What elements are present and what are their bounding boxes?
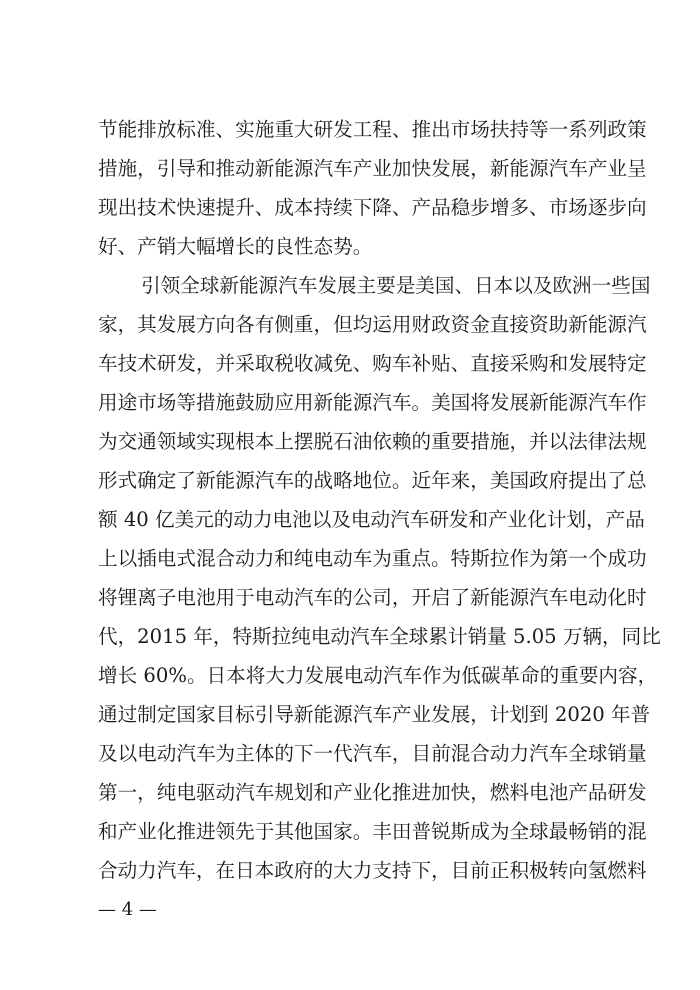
paragraph-2-line-15: 和产业化推进领先于其他国家。丰田普锐斯成为全球最畅销的混 [98, 820, 647, 843]
paragraph-2-line-9: 将锂离子电池用于电动汽车的公司，开启了新能源汽车电动化时 [98, 586, 647, 609]
paragraph-2-line-14: 第一，纯电驱动汽车规划和产业化推进加快，燃料电池产品研发 [98, 781, 647, 804]
paragraph-2-line-3: 车技术研发，并采取税收减免、购车补贴、直接采购和发展特定 [98, 352, 647, 375]
paragraph-2-line-4: 用途市场等措施鼓励应用新能源汽车。美国将发展新能源汽车作 [98, 391, 647, 414]
paragraph-2-line-1: 引领全球新能源汽车发展主要是美国、日本以及欧洲一些国 [141, 274, 651, 297]
paragraph-2-line-13: 及以电动汽车为主体的下一代汽车，目前混合动力汽车全球销量 [98, 742, 647, 765]
paragraph-2-line-2: 家，其发展方向各有侧重，但均运用财政资金直接资助新能源汽 [98, 313, 647, 336]
paragraph-1-line-3: 现出技术快速提升、成本持续下降、产品稳步增多、市场逐步向 [98, 196, 647, 219]
paragraph-2-line-10: 代，2015 年，特斯拉纯电动汽车全球累计销量 5.05 万辆，同比 [98, 625, 661, 648]
paragraph-2-line-6: 形式确定了新能源汽车的战略地位。近年来，美国政府提出了总 [98, 469, 647, 492]
paragraph-2-line-12: 通过制定国家目标引导新能源汽车产业发展，计划到 2020 年普 [98, 703, 651, 726]
paragraph-1-line-2: 措施，引导和推动新能源汽车产业加快发展，新能源汽车产业呈 [98, 157, 647, 180]
paragraph-2-line-16: 合动力汽车，在日本政府的大力支持下，目前正积极转向氢燃料 [98, 859, 647, 882]
paragraph-1-line-4: 好、产销大幅增长的良性态势。 [98, 235, 373, 258]
paragraph-1-line-1: 节能排放标准、实施重大研发工程、推出市场扶持等一系列政策 [98, 118, 647, 141]
paragraph-2-line-5: 为交通领域实现根本上摆脱石油依赖的重要措施，并以法律法规 [98, 430, 647, 453]
page-number: — 4 — [98, 899, 157, 920]
paragraph-2-line-7: 额 40 亿美元的动力电池以及电动汽车研发和产业化计划，产品 [98, 508, 645, 531]
paragraph-2-line-8: 上以插电式混合动力和纯电动车为重点。特斯拉作为第一个成功 [98, 547, 647, 570]
paragraph-2-line-11: 增长 60%。日本将大力发展电动汽车作为低碳革命的重要内容， [98, 664, 658, 687]
